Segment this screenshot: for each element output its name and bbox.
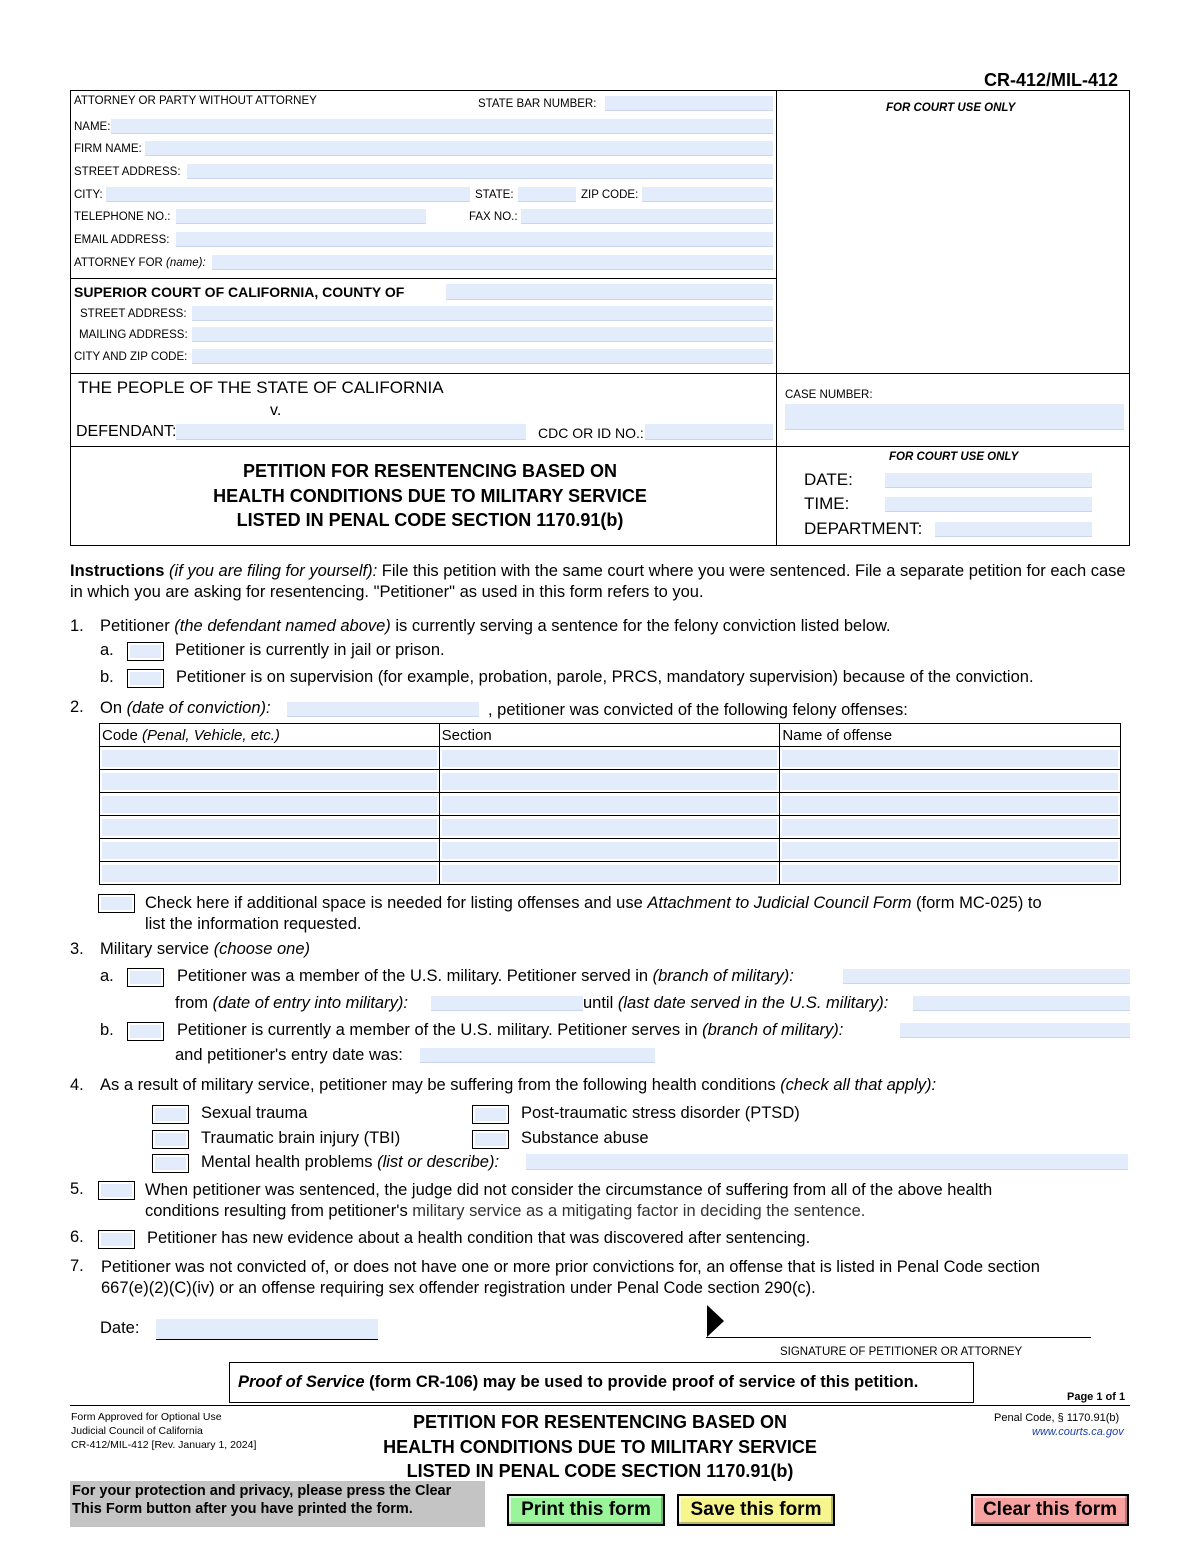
additional-space-text-a: Check here if additional space is needed for listing offenses and use xyxy=(145,894,648,912)
form-title-line-2: HEALTH CONDITIONS DUE TO MILITARY SERVICE xyxy=(213,485,647,506)
ptsd-label: Post-traumatic stress disorder (PTSD) xyxy=(521,1104,800,1122)
item-3a-branch-hint: (branch of military): xyxy=(652,967,794,985)
offense-name-cell[interactable] xyxy=(780,839,1121,862)
item-7-text-a: Petitioner was not convicted of, or does not have one or more prior convictions for, an offense that is listed in Penal Code section xyxy=(101,1258,1040,1276)
item-4-text-b: (check all that apply): xyxy=(780,1076,937,1094)
last-date-served-field[interactable] xyxy=(913,996,1130,1011)
court-street-label: STREET ADDRESS: xyxy=(80,308,187,320)
item-3a-from xyxy=(175,994,408,1013)
item-3a-from-text: from xyxy=(175,994,213,1012)
item-3a-entry-hint: (date of entry into military): xyxy=(212,994,408,1012)
section-cell[interactable] xyxy=(439,839,780,862)
instructions xyxy=(70,561,1130,603)
hearing-time-label: TIME: xyxy=(804,494,850,513)
section-cell[interactable] xyxy=(439,770,780,793)
hearing-date-field[interactable] xyxy=(885,473,1092,488)
name-label: NAME: xyxy=(74,121,111,133)
form-title-line-1: PETITION FOR RESENTENCING BASED ON xyxy=(242,461,618,481)
item-2-on-text: On xyxy=(100,699,127,717)
item-3a-checkbox[interactable] xyxy=(127,968,164,987)
approved-line-3: CR-412/MIL-412 [Rev. January 1, 2024] xyxy=(71,1439,257,1451)
name-field[interactable] xyxy=(111,119,773,134)
offenses-table xyxy=(99,723,1121,885)
signature-arrow-icon xyxy=(707,1305,724,1337)
additional-space-checkbox[interactable] xyxy=(98,894,135,913)
mental-health-checkbox[interactable] xyxy=(152,1154,189,1173)
state-field[interactable] xyxy=(518,187,576,202)
attorney-for-name-hint: (name): xyxy=(166,257,206,269)
case-number-label: CASE NUMBER: xyxy=(785,389,873,401)
footer-title xyxy=(340,1410,860,1484)
item-5-number: 5. xyxy=(70,1180,84,1198)
item-1-number: 1. xyxy=(70,617,84,635)
item-3-text xyxy=(100,940,310,959)
table-head-section: Section xyxy=(439,724,780,747)
section-cell[interactable] xyxy=(439,862,780,885)
telephone-label: TELEPHONE NO.: xyxy=(74,211,171,223)
table-row xyxy=(100,793,1121,816)
cdc-label: CDC OR ID NO.: xyxy=(538,425,644,441)
current-entry-date-field[interactable] xyxy=(420,1048,655,1063)
court-mailing-field[interactable] xyxy=(192,327,773,342)
item-3a-until xyxy=(583,994,888,1013)
item-5-text xyxy=(145,1180,1125,1222)
street-label: STREET ADDRESS: xyxy=(74,166,181,178)
item-3a-last-hint: (last date served in the U.S. military): xyxy=(617,994,889,1012)
court-use-only-2: FOR COURT USE ONLY xyxy=(889,451,1019,463)
item-3-text-b: (choose one) xyxy=(213,940,310,958)
approved-line-2: Judicial Council of California xyxy=(71,1425,203,1437)
print-button[interactable]: Print this form xyxy=(507,1494,665,1526)
item-3a-until-text: until xyxy=(583,994,618,1012)
cdc-field[interactable] xyxy=(645,424,773,440)
attorney-for-text: ATTORNEY FOR xyxy=(74,257,163,269)
table-head-code-text: Code xyxy=(102,726,143,744)
mental-health-label xyxy=(201,1153,499,1172)
sexual-trauma-label: Sexual trauma xyxy=(201,1104,308,1122)
state-bar-label: STATE BAR NUMBER: xyxy=(478,98,597,110)
item-1a-checkbox[interactable] xyxy=(127,642,164,661)
item-5-text-a: When petitioner was sentenced, the judge did not consider the circumstance of suffering from all of the above health xyxy=(145,1181,993,1199)
code-cell[interactable] xyxy=(100,816,440,839)
case-number-field[interactable] xyxy=(785,404,1124,430)
proof-of-service-lead: Proof of Service xyxy=(238,1373,365,1391)
item-3b-text-main: Petitioner is currently a member of the U.S. military. Petitioner serves in xyxy=(177,1021,703,1039)
signature-line[interactable] xyxy=(706,1337,1091,1338)
section-cell[interactable] xyxy=(439,816,780,839)
telephone-field[interactable] xyxy=(176,209,426,224)
people-label: THE PEOPLE OF THE STATE OF CALIFORNIA xyxy=(78,378,444,397)
item-7-text xyxy=(101,1257,1131,1299)
entry-date-field[interactable] xyxy=(431,996,583,1011)
state-bar-field[interactable] xyxy=(605,96,773,111)
footer-title-line-1: PETITION FOR RESENTENCING BASED ON xyxy=(412,1412,788,1432)
item-2-rest: , petitioner was convicted of the following felony offenses: xyxy=(488,701,908,719)
table-row xyxy=(100,816,1121,839)
firm-field[interactable] xyxy=(145,141,773,156)
court-cityzip-label: CITY AND ZIP CODE: xyxy=(74,351,188,363)
code-cell[interactable] xyxy=(100,770,440,793)
additional-space-text-c: (form MC-025) to xyxy=(911,894,1042,912)
item-1a-text: Petitioner is currently in jail or prison. xyxy=(175,641,445,659)
table-row xyxy=(100,770,1121,793)
mental-health-hint: (list or describe): xyxy=(377,1153,500,1171)
street-field[interactable] xyxy=(187,164,773,179)
instructions-text: File this petition with the same court where you were sentenced. File a separate petition for each case in which you are asking for resentencing. "Petitioner" as used in this form refers to you. xyxy=(70,562,1126,601)
signature-date-label: Date: xyxy=(100,1319,140,1337)
fax-label: FAX NO.: xyxy=(469,211,518,223)
table-head-code xyxy=(100,724,440,747)
zip-label: ZIP CODE: xyxy=(581,189,639,201)
item-3b-entry: and petitioner's entry date was: xyxy=(175,1046,403,1064)
substance-abuse-label: Substance abuse xyxy=(521,1129,649,1147)
tbi-label: Traumatic brain injury (TBI) xyxy=(201,1129,401,1147)
item-3a-text-main: Petitioner was a member of the U.S. military. Petitioner served in xyxy=(177,967,653,985)
additional-space-text xyxy=(145,893,1125,935)
offenses-table-header xyxy=(100,724,1121,747)
v-label: v. xyxy=(270,402,282,419)
defendant-label: DEFENDANT: xyxy=(76,423,177,440)
save-button[interactable]: Save this form xyxy=(677,1494,835,1526)
item-1b-letter: b. xyxy=(100,668,114,686)
item-4-number: 4. xyxy=(70,1076,84,1094)
defendant-field[interactable] xyxy=(176,424,526,440)
tbi-checkbox[interactable] xyxy=(152,1130,189,1149)
item-1b-checkbox[interactable] xyxy=(127,669,164,688)
email-field[interactable] xyxy=(176,232,773,247)
state-label: STATE: xyxy=(475,189,514,201)
email-label: EMAIL ADDRESS: xyxy=(74,234,170,246)
approved-block xyxy=(71,1410,256,1452)
item-3-text-a: Military service xyxy=(100,940,214,958)
clear-button[interactable]: Clear this form xyxy=(971,1494,1129,1526)
sexual-trauma-checkbox[interactable] xyxy=(152,1105,189,1124)
attorney-for-field[interactable] xyxy=(212,255,773,270)
city-field[interactable] xyxy=(106,187,470,202)
item-7-text-b: 667(e)(2)(C)(iv) or an offense requiring sex offender registration under Penal Code section 290(c). xyxy=(101,1279,816,1297)
court-mailing-label: MAILING ADDRESS: xyxy=(79,329,188,341)
offense-name-cell[interactable] xyxy=(780,747,1121,770)
substance-abuse-checkbox[interactable] xyxy=(472,1130,509,1149)
item-1-text-b: (the defendant named above) xyxy=(174,617,391,635)
footer-title-line-2: HEALTH CONDITIONS DUE TO MILITARY SERVICE xyxy=(383,1436,817,1457)
item-3b-checkbox[interactable] xyxy=(127,1022,164,1041)
item-6-number: 6. xyxy=(70,1228,84,1246)
table-row xyxy=(100,839,1121,862)
item-7-number: 7. xyxy=(70,1257,84,1275)
privacy-line-2: This Form button after you have printed the form. xyxy=(72,1501,413,1517)
item-3b-text xyxy=(177,1021,843,1040)
department-label: DEPARTMENT: xyxy=(804,519,923,538)
section-cell[interactable] xyxy=(439,793,780,816)
mental-health-text: Mental health problems xyxy=(201,1153,378,1171)
item-2-number: 2. xyxy=(70,698,84,716)
department-field[interactable] xyxy=(935,522,1092,537)
city-label: CITY: xyxy=(74,189,103,201)
table-row xyxy=(100,862,1121,885)
item-2-on xyxy=(100,699,271,718)
hearing-date-label: DATE: xyxy=(804,470,853,489)
code-cell[interactable] xyxy=(100,747,440,770)
courts-link[interactable]: www.courts.ca.gov xyxy=(1032,1426,1124,1438)
item-6-checkbox[interactable] xyxy=(98,1230,135,1249)
code-cell[interactable] xyxy=(100,862,440,885)
item-3b-branch-hint: (branch of military): xyxy=(702,1021,844,1039)
attorney-label: ATTORNEY OR PARTY WITHOUT ATTORNEY xyxy=(74,95,317,107)
attorney-for-label xyxy=(74,257,206,269)
additional-space-text-b: Attachment to Judicial Council Form xyxy=(647,894,912,912)
proof-of-service-text xyxy=(238,1373,918,1392)
privacy-line-1: For your protection and privacy, please press the Clear xyxy=(72,1483,452,1499)
item-1-text-c: is currently serving a sentence for the felony conviction listed below. xyxy=(390,617,891,635)
penal-code-ref: Penal Code, § 1170.91(b) xyxy=(994,1412,1120,1424)
additional-space-text-d: list the information requested. xyxy=(145,915,362,933)
code-cell[interactable] xyxy=(100,793,440,816)
item-3a-letter: a. xyxy=(100,967,114,985)
branch-served-field[interactable] xyxy=(843,969,1130,984)
header-divider-vertical xyxy=(776,90,777,546)
approved-line-1: Form Approved for Optional Use xyxy=(71,1411,222,1423)
item-3a-text xyxy=(177,967,794,986)
form-title-line-3: LISTED IN PENAL CODE SECTION 1170.91(b) xyxy=(236,510,624,530)
branch-serving-field[interactable] xyxy=(900,1023,1130,1038)
court-use-only: FOR COURT USE ONLY xyxy=(886,102,1016,114)
ptsd-checkbox[interactable] xyxy=(472,1105,509,1124)
offense-name-cell[interactable] xyxy=(780,862,1121,885)
code-cell[interactable] xyxy=(100,839,440,862)
footer-title-line-3: LISTED IN PENAL CODE SECTION 1170.91(b) xyxy=(406,1461,794,1481)
court-cityzip-field[interactable] xyxy=(192,349,773,364)
signature-label: SIGNATURE OF PETITIONER OR ATTORNEY xyxy=(780,1346,1023,1358)
county-field[interactable] xyxy=(446,284,773,300)
proof-of-service-rest: (form CR-106) may be used to provide proof of service of this petition. xyxy=(364,1373,919,1391)
table-head-code-hint: (Penal, Vehicle, etc.) xyxy=(142,726,280,744)
hearing-time-field[interactable] xyxy=(885,497,1092,512)
instructions-lead: Instructions xyxy=(70,562,165,580)
table-head-name: Name of offense xyxy=(780,724,1121,747)
footer-rule xyxy=(70,1405,1130,1406)
section-cell[interactable] xyxy=(439,747,780,770)
court-label: SUPERIOR COURT OF CALIFORNIA, COUNTY OF xyxy=(74,284,405,300)
item-6-text: Petitioner has new evidence about a health condition that was discovered after sentencing. xyxy=(147,1229,811,1247)
header-divider-1 xyxy=(70,278,777,279)
item-5-text-c: military service as a mitigating factor in deciding the sentence. xyxy=(412,1202,866,1220)
item-4-text-a: As a result of military service, petitioner may be suffering from the following health conditions xyxy=(100,1076,781,1094)
offense-name-cell[interactable] xyxy=(780,770,1121,793)
firm-label: FIRM NAME: xyxy=(74,143,142,155)
item-3b-letter: b. xyxy=(100,1021,114,1039)
offense-name-cell[interactable] xyxy=(780,816,1121,839)
header-divider-2 xyxy=(70,373,1130,374)
item-5-text-b: conditions resulting from petitioner's xyxy=(145,1202,413,1220)
item-1b-text: Petitioner is on supervision (for example, probation, parole, PRCS, mandatory supervision) because of the conviction. xyxy=(176,668,1034,686)
offense-name-cell[interactable] xyxy=(780,793,1121,816)
conviction-date-field[interactable] xyxy=(287,702,479,717)
fax-field[interactable] xyxy=(521,209,773,224)
form-id: CR-412/MIL-412 xyxy=(984,70,1119,90)
instructions-paren: (if you are filing for yourself): xyxy=(169,562,378,580)
court-street-field[interactable] xyxy=(192,306,773,321)
form-title xyxy=(150,459,710,533)
mental-health-field[interactable] xyxy=(526,1154,1128,1170)
item-2-date-hint: (date of conviction): xyxy=(126,699,271,717)
item-3-number: 3. xyxy=(70,940,84,958)
page-number: Page 1 of 1 xyxy=(1067,1391,1126,1403)
table-row xyxy=(100,747,1121,770)
header-divider-3 xyxy=(70,446,1130,447)
item-5-checkbox[interactable] xyxy=(98,1181,135,1200)
item-1a-letter: a. xyxy=(100,641,114,659)
item-1-text-a: Petitioner xyxy=(100,617,175,635)
item-4-text xyxy=(100,1076,936,1095)
signature-date-field[interactable] xyxy=(156,1319,378,1340)
item-1-text xyxy=(100,617,891,636)
zip-field[interactable] xyxy=(642,187,773,202)
privacy-notice xyxy=(70,1481,485,1527)
